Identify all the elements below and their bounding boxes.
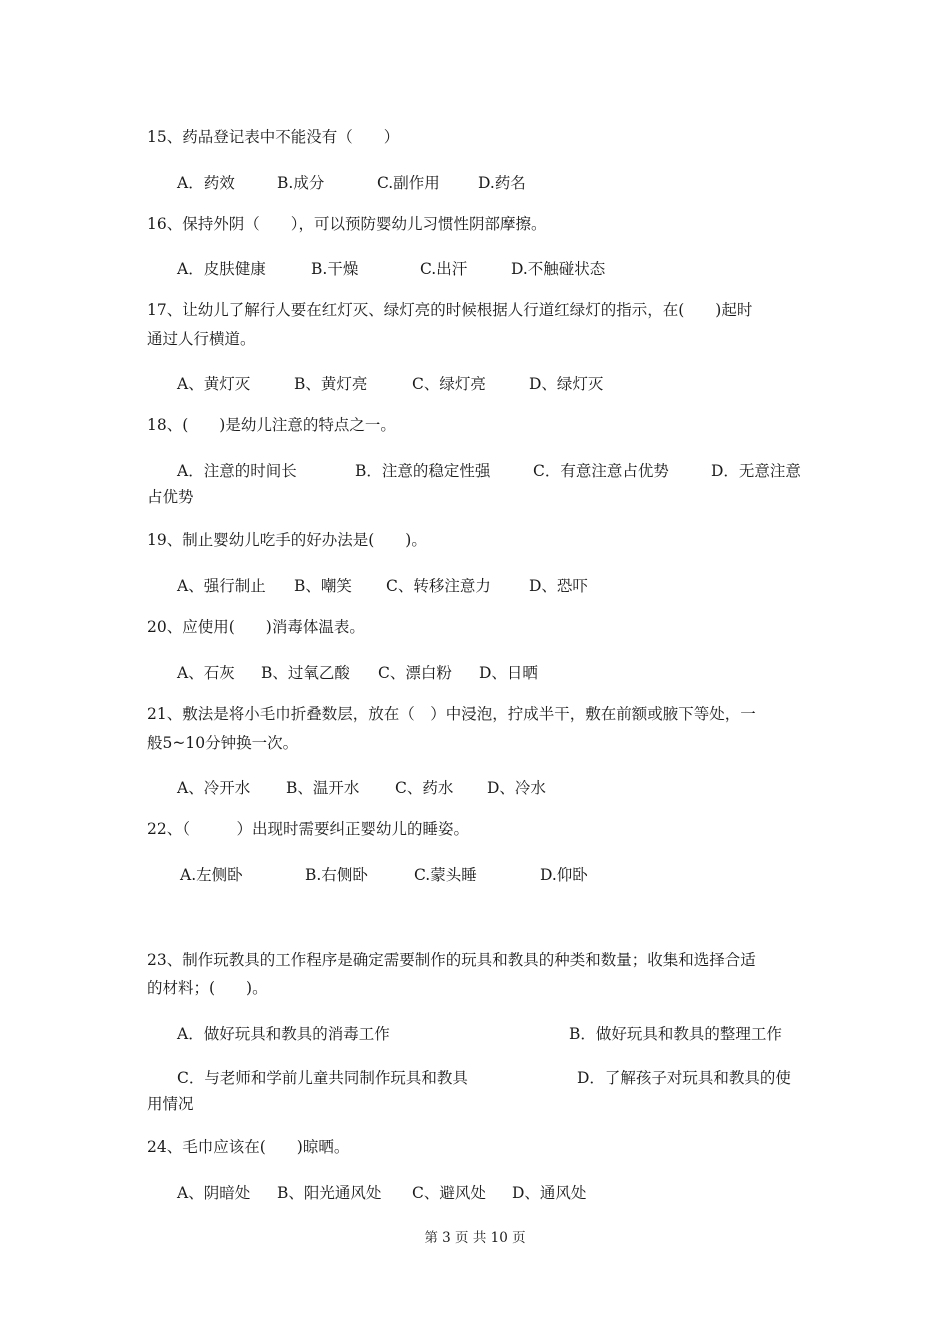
option-b: B.成分 xyxy=(277,174,325,192)
question-23-cont: 的材料；( )。 xyxy=(147,979,268,997)
page-footer: 第 3 页 共 10 页 xyxy=(424,1230,526,1246)
option-b: B、阳光通风处 xyxy=(277,1184,382,1202)
option-b: B、过氧乙酸 xyxy=(261,664,350,682)
option-a: A、阴暗处 xyxy=(177,1184,251,1202)
question-23-options-wrap: 用情况 xyxy=(147,1095,194,1113)
option-b: B.右侧卧 xyxy=(305,866,368,884)
option-b: B．做好玩具和教具的整理工作 xyxy=(569,1025,782,1043)
option-c: C、避风处 xyxy=(412,1184,486,1202)
option-b: B、嘲笑 xyxy=(294,577,352,595)
option-a: A．皮肤健康 xyxy=(177,260,266,278)
option-d: D.仰卧 xyxy=(540,866,588,884)
option-d: D．无意注意 xyxy=(711,462,801,480)
option-a: A．注意的时间长 xyxy=(177,462,297,480)
question-21-cont: 般5~10分钟换一次。 xyxy=(147,734,299,752)
option-c: C.副作用 xyxy=(377,174,440,192)
question-24: 24、毛巾应该在( )晾晒。 xyxy=(147,1138,350,1156)
question-23: 23、制作玩教具的工作程序是确定需要制作的玩具和教具的种类和数量；收集和选择合适 xyxy=(147,951,756,969)
option-c: C、药水 xyxy=(395,779,454,797)
option-d: D.药名 xyxy=(478,174,526,192)
option-b: B.干燥 xyxy=(311,260,359,278)
question-22: 22、（ ）出现时需要纠正婴幼儿的睡姿。 xyxy=(147,820,469,838)
option-a: A、石灰 xyxy=(177,664,235,682)
option-a: A、强行制止 xyxy=(177,577,266,595)
question-16: 16、保持外阴（ ），可以预防婴幼儿习惯性阴部摩擦。 xyxy=(147,215,547,233)
option-b: B、黄灯亮 xyxy=(294,375,368,393)
option-d: D、绿灯灭 xyxy=(529,375,604,393)
option-a: A．做好玩具和教具的消毒工作 xyxy=(177,1025,390,1043)
question-17-cont: 通过人行横道。 xyxy=(147,330,256,348)
question-18: 18、( )是幼儿注意的特点之一。 xyxy=(147,416,396,434)
question-17: 17、让幼儿了解行人要在红灯灭、绿灯亮的时候根据人行道红绿灯的指示，在( )起时 xyxy=(147,301,753,319)
option-c: C．有意注意占优势 xyxy=(533,462,669,480)
option-c: C、漂白粉 xyxy=(378,664,452,682)
option-a: A．药效 xyxy=(177,174,235,192)
option-b: B、温开水 xyxy=(286,779,360,797)
option-c: C．与老师和学前儿童共同制作玩具和教具 xyxy=(177,1069,468,1087)
option-a: A、冷开水 xyxy=(177,779,251,797)
option-a: A、黄灯灭 xyxy=(177,375,251,393)
question-18-options-wrap: 占优势 xyxy=(147,488,194,506)
question-21: 21、敷法是将小毛巾折叠数层，放在（ ）中浸泡，拧成半干，敷在前额或腋下等处，一 xyxy=(147,705,756,723)
question-15: 15、药品登记表中不能没有（ ） xyxy=(147,128,400,146)
option-d: D、日晒 xyxy=(479,664,538,682)
question-19: 19、制止婴幼儿吃手的好办法是( )。 xyxy=(147,531,427,549)
option-a: A.左侧卧 xyxy=(180,866,243,884)
option-c: C.出汗 xyxy=(420,260,468,278)
option-c: C、绿灯亮 xyxy=(412,375,486,393)
question-20: 20、应使用( )消毒体温表。 xyxy=(147,618,365,636)
option-d: D、恐吓 xyxy=(529,577,588,595)
option-d: D、冷水 xyxy=(487,779,546,797)
option-b: B．注意的稳定性强 xyxy=(355,462,491,480)
option-d: D．了解孩子对玩具和教具的使 xyxy=(577,1069,791,1087)
option-c: C、转移注意力 xyxy=(386,577,491,595)
option-d: D.不触碰状态 xyxy=(511,260,606,278)
option-c: C.蒙头睡 xyxy=(414,866,477,884)
option-d: D、通风处 xyxy=(512,1184,587,1202)
